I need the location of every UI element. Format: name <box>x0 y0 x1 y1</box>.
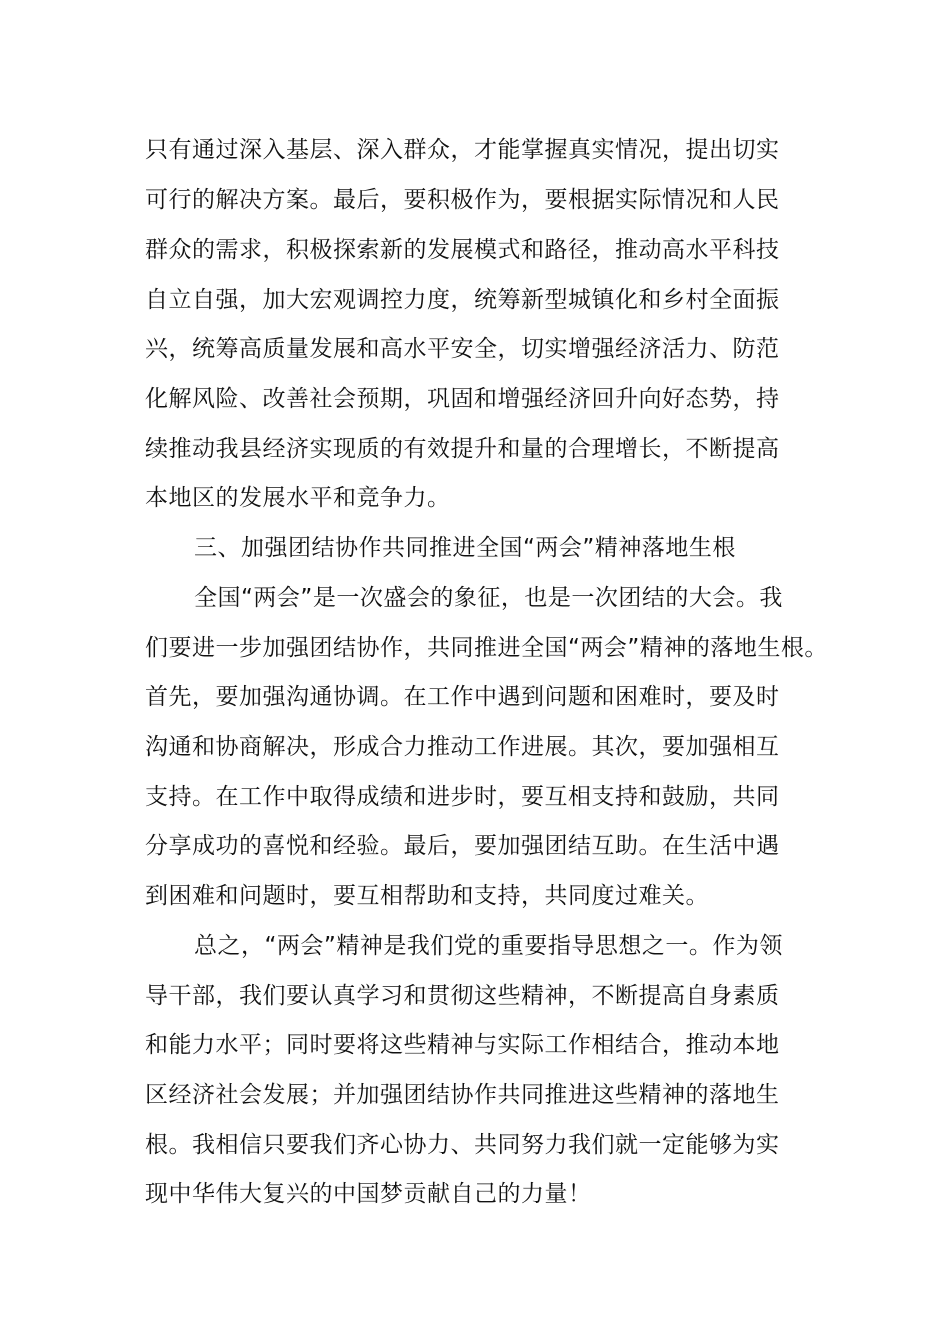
text-line-2: 可行的解决方案。最后，要积极作为，要根据实际情况和人民 <box>145 187 780 213</box>
text-line-6: 化解风险、改善社会预期，巩固和增强经济回升向好态势，持 <box>145 386 780 412</box>
text-line-17: 总之，“两会”精神是我们党的重要指导思想之一。作为领 <box>194 933 783 959</box>
text-line-12: 首先，要加强沟通协调。在工作中遇到问题和困难时，要及时 <box>145 684 780 710</box>
text-line-1: 只有通过深入基层、深入群众，才能掌握真实情况，提出切实 <box>145 137 780 163</box>
text-line-4: 自立自强，加大宏观调控力度，统筹新型城镇化和乡村全面振 <box>145 287 780 313</box>
text-line-20: 区经济社会发展；并加强团结协作共同推进这些精神的落地生 <box>145 1082 780 1108</box>
text-line-21: 根。我相信只要我们齐心协力、共同努力我们就一定能够为实 <box>145 1132 780 1158</box>
text-line-3: 群众的需求，积极探索新的发展模式和路径，推动高水平科技 <box>145 237 780 263</box>
text-line-13: 沟通和协商解决，形成合力推动工作进展。其次，要加强相互 <box>145 734 780 760</box>
text-line-7: 续推动我县经济实现质的有效提升和量的合理增长，不断提高 <box>145 436 780 462</box>
text-line-14: 支持。在工作中取得成绩和进步时，要互相支持和鼓励，共同 <box>145 784 780 810</box>
text-line-5: 兴，统筹高质量发展和高水平安全，切实增强经济活力、防范 <box>145 336 780 362</box>
text-line-10: 全国“两会”是一次盛会的象征，也是一次团结的大会。我 <box>194 585 783 611</box>
text-line-18: 导干部，我们要认真学习和贯彻这些精神，不断提高自身素质 <box>145 983 780 1009</box>
text-line-15: 分享成功的喜悦和经验。最后，要加强团结互助。在生活中遇 <box>145 833 780 859</box>
text-line-22: 现中华伟大复兴的中国梦贡献自己的力量！ <box>145 1181 592 1207</box>
text-line-19: 和能力水平；同时要将这些精神与实际工作相结合，推动本地 <box>145 1032 780 1058</box>
text-line-11: 们要进一步加强团结协作，共同推进全国“两会”精神的落地生根。 <box>145 635 828 661</box>
text-line-8: 本地区的发展水平和竞争力。 <box>145 485 451 511</box>
section-heading: 三、加强团结协作共同推进全国“两会”精神落地生根 <box>194 535 736 561</box>
text-line-16: 到困难和问题时，要互相帮助和支持，共同度过难关。 <box>145 883 709 909</box>
